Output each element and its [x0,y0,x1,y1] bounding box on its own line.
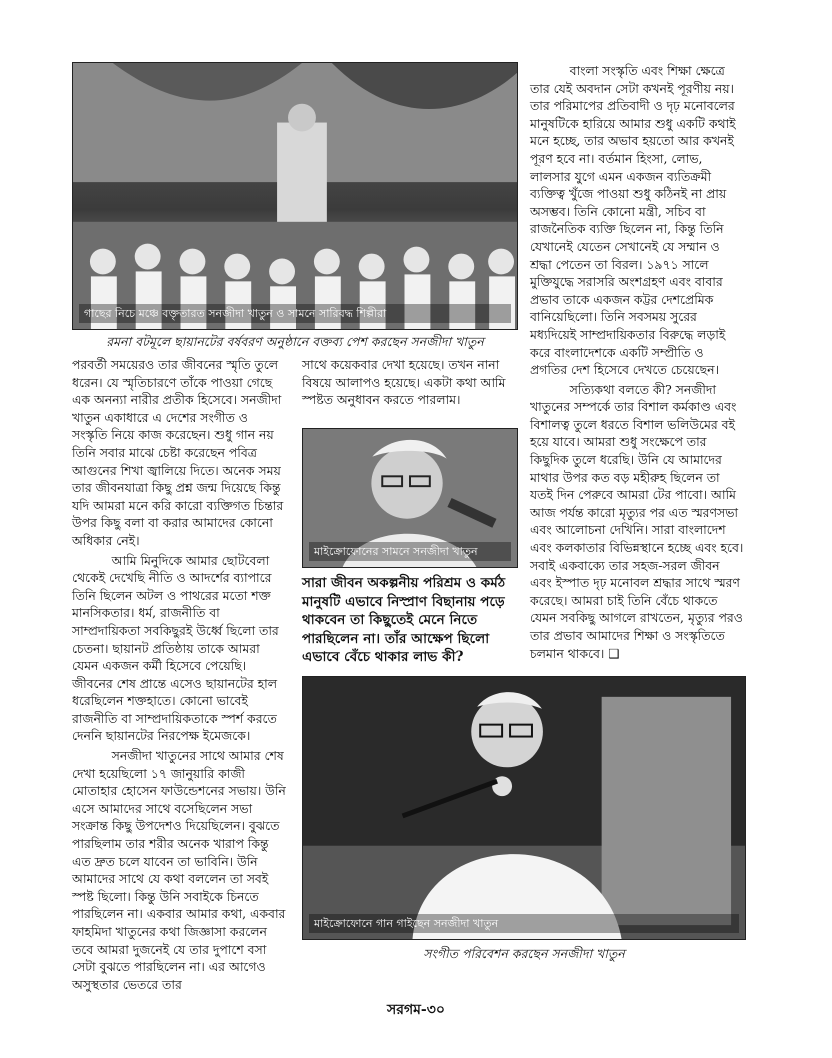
top-photo-note: গাছের নিচে মঞ্চে বক্তৃতারত সনজীদা খাতুন ও সামনে সারিবদ্ধ শিল্পীরা [79,304,511,323]
right-paragraph-1: বাংলা সংস্কৃতি এবং শিক্ষা ক্ষেত্রে তার যেই অবদান সেটা কখনই পূরণীয় নয়। তার পরিমাপের প্রতিবাদী ও দৃঢ় মনোবলের মানুষটিকে হারিয়ে আমার শুধু একটি কথাই মনে হচ্ছে, তার অভাব হয়তো আর কখনই পূরণ হবে না। বর্তমান হিংসা, লোভ, লালসার যুগে এমন একজন ব্যতিক্রমী ব্যক্তিত্ব খুঁজে পাওয়া শুধু কঠিনই না প্রায় অসম্ভব। তিনি কোনো মন্ত্রী, সচিব বা রাজনৈতিক ব্যক্তি ছিলেন না, কিন্তু তিনি যেখানেই যেতেন সেখানেই যে সম্মান ও শ্রদ্ধা পেতেন তা বিরল। ১৯৭১ সালে মুক্তিযুদ্ধে সরাসরি অংশগ্রহণ এবং বাবার প্রভাব তাকে একজন কট্টর দেশপ্রেমিক বানিয়েছিলো। তিনি সবসময় সুরের মধ্যদিয়েই সাম্প্রদায়িকতার বিরুদ্ধে লড়াই করে বাংলাদেশকে একটি সম্প্রীতি ও প্রগতির দেশ হিসেবে দেখতে চেয়েছেন। [530,63,736,378]
top-photo-illustration [73,63,517,329]
left-paragraph-1: পরবর্তী সময়েরও তার জীবনের স্মৃতি তুলে ধরেন। যে স্মৃতিচারণে তাঁকে পাওয়া গেছে এক অনন্যা নারীর প্রতীক হিসেবে। সনজীদা খাতুন একাধারে এ দেশের সংগীত ও সংস্কৃতি নিয়ে কাজ করেছেন। শুধু গান নয় তিনি সবার মাঝে চেষ্টা করেছেন পবিত্র আগুনের শিখা জ্বালিয়ে দিতে। অনেক সময় তার জীবনযাত্রা কিছু প্রশ্ন জন্ম দিয়েছে কিন্তু যদি আমরা মনে করি কারো ব্যক্তিগত চিন্তার উপর কিছু বলা বা করার আমাদের কোনো অধিকার নেই। [72,357,284,548]
bottom-photo-illustration [303,677,745,939]
top-photo-caption: রমনা বটমূলে ছায়ানটের বর্ষবরণ অনুষ্ঠানে বক্তব্য পেশ করছেন সনজীদা খাতুন [106,334,484,349]
bottom-photo-singing [302,676,746,940]
middle-column [302,356,518,411]
middle-paragraph: সাথে কয়েকবার দেখা হয়েছে। তখন নানা বিষয়ে আলাপও হয়েছে। একটা কথা আমি স্পষ্টত অনুধাবন করতে পারলাম। [302,357,506,408]
left-paragraph-3: সনজীদা খাতুনের সাথে আমার শেষ দেখা হয়েছিলো ১৭ জানুয়ারি কাজী মোতাহার হোসেন ফাউন্ডেশনের সভায়। উনি এসে আমাদের সাথে বসেছিলেন সভা সংক্রান্ত কিছু উপদেশও দিয়েছিলেন। বুঝতে পারছিলাম তার শরীর অনেক খারাপ কিন্তু এত দ্রুত চলে যাবেন তা ভাবিনি। উনি আমাদের সাথে যে কথা বললেন তা সবই স্পষ্ট ছিলো। কিন্তু উনি সবাইকে চিনতে পারছিলেন না। একবার আমার কথা, একবার ফাহমিদা খাতুনের কথা জিজ্ঞাসা করলেন তবে আমরা দুজনেই যে তার দুপাশে বসা সেটা বুঝতে পারছিলেন না। এর আগেও অসুস্থতার ভেতরে তার [72,748,286,992]
bottom-photo-caption: সংগীত পরিবেশন করছেন সনজীদা খাতুন [423,946,625,961]
right-paragraph-2: সত্যিকথা বলতে কী? সনজীদা খাতুনের সম্পর্কে তার বিশাল কর্মকাণ্ড এবং বিশালত্ব তুলে ধরতে বিশাল ভলিউমের বই হয়ে যাবে। আমরা শুধু সংক্ষেপে তার কিছুদিক তুলে ধরেছি। উনি যে আমাদের মাথার উপর কত বড় মহীরুহ ছিলেন তা যতই দিন পেরুবে আমরা টের পাবো। আমি আজ পর্যন্ত কারো মৃত্যুর পর এত স্মরণসভা এবং আলোচনা দেখিনি। সারা বাংলাদেশ এবং কলকাতার বিভিন্নস্থানে হচ্ছে এবং হবে। সবাই একবাক্যে তার সহজ-সরল জীবন এবং ইস্পাত দৃঢ় মনোবল শ্রদ্ধার সাথে স্মরণ করেছে। আমরা চাই তিনি বেঁচে থাকতে যেমন সবকিছু আগলে রাখতেন, মৃত্যুর পরও তার প্রভাব আমাদের শিক্ষা ও সংস্কৃতিতে চলমান থাকবে। ❑ [530,381,744,661]
middle-photo-portrait [302,428,518,568]
middle-photo-note: মাইক্রোফোনের সামনে সনজীদা খাতুন [309,542,511,561]
page-footer: সরগম-৩০ [387,1002,445,1018]
bottom-photo-note: মাইক্রোফোনে গান গাইছেন সনজীদা খাতুন [309,914,739,933]
left-paragraph-2: আমি মিনুদিকে আমার ছোটবেলা থেকেই দেখেছি নীতি ও আদর্শের ব্যাপারে তিনি ছিলেন অটল ও পাথরের মতো শক্ত মানসিকতার। ধর্ম, রাজনীতি বা সাম্প্রদায়িকতা সবকিছুরই উর্ধ্বে ছিলো তার চেতনা। ছায়ানট প্রতিষ্ঠায় তাকে আমরা যেমন একজন কর্মী হিসেবে পেয়েছি। জীবনের শেষ প্রান্তে এসেও ছায়ানটের হাল ধরেছিলেন শক্তহাতে। কোনো ভাবেই রাজনীতি বা সাম্প্রদায়িকতাকে স্পর্শ করতে দেননি ছায়ানটের নিরপেক্ষ ইমেজকে। [72,552,279,744]
left-column [72,356,286,995]
right-column [530,62,744,664]
top-photo-stage-speech [72,62,518,330]
pull-quote: সারা জীবন অকল্পনীয় পরিশ্রম ও কর্মঠ মানুষটি এভাবে নিস্প্রাণ বিছানায় পড়ে থাকবেন তা কিছুতেই মেনে নিতে পারছিলেন না। তাঁর আক্ষেপ ছিলো এভাবে বেঁচে থাকার লাভ কী? [302,575,506,666]
